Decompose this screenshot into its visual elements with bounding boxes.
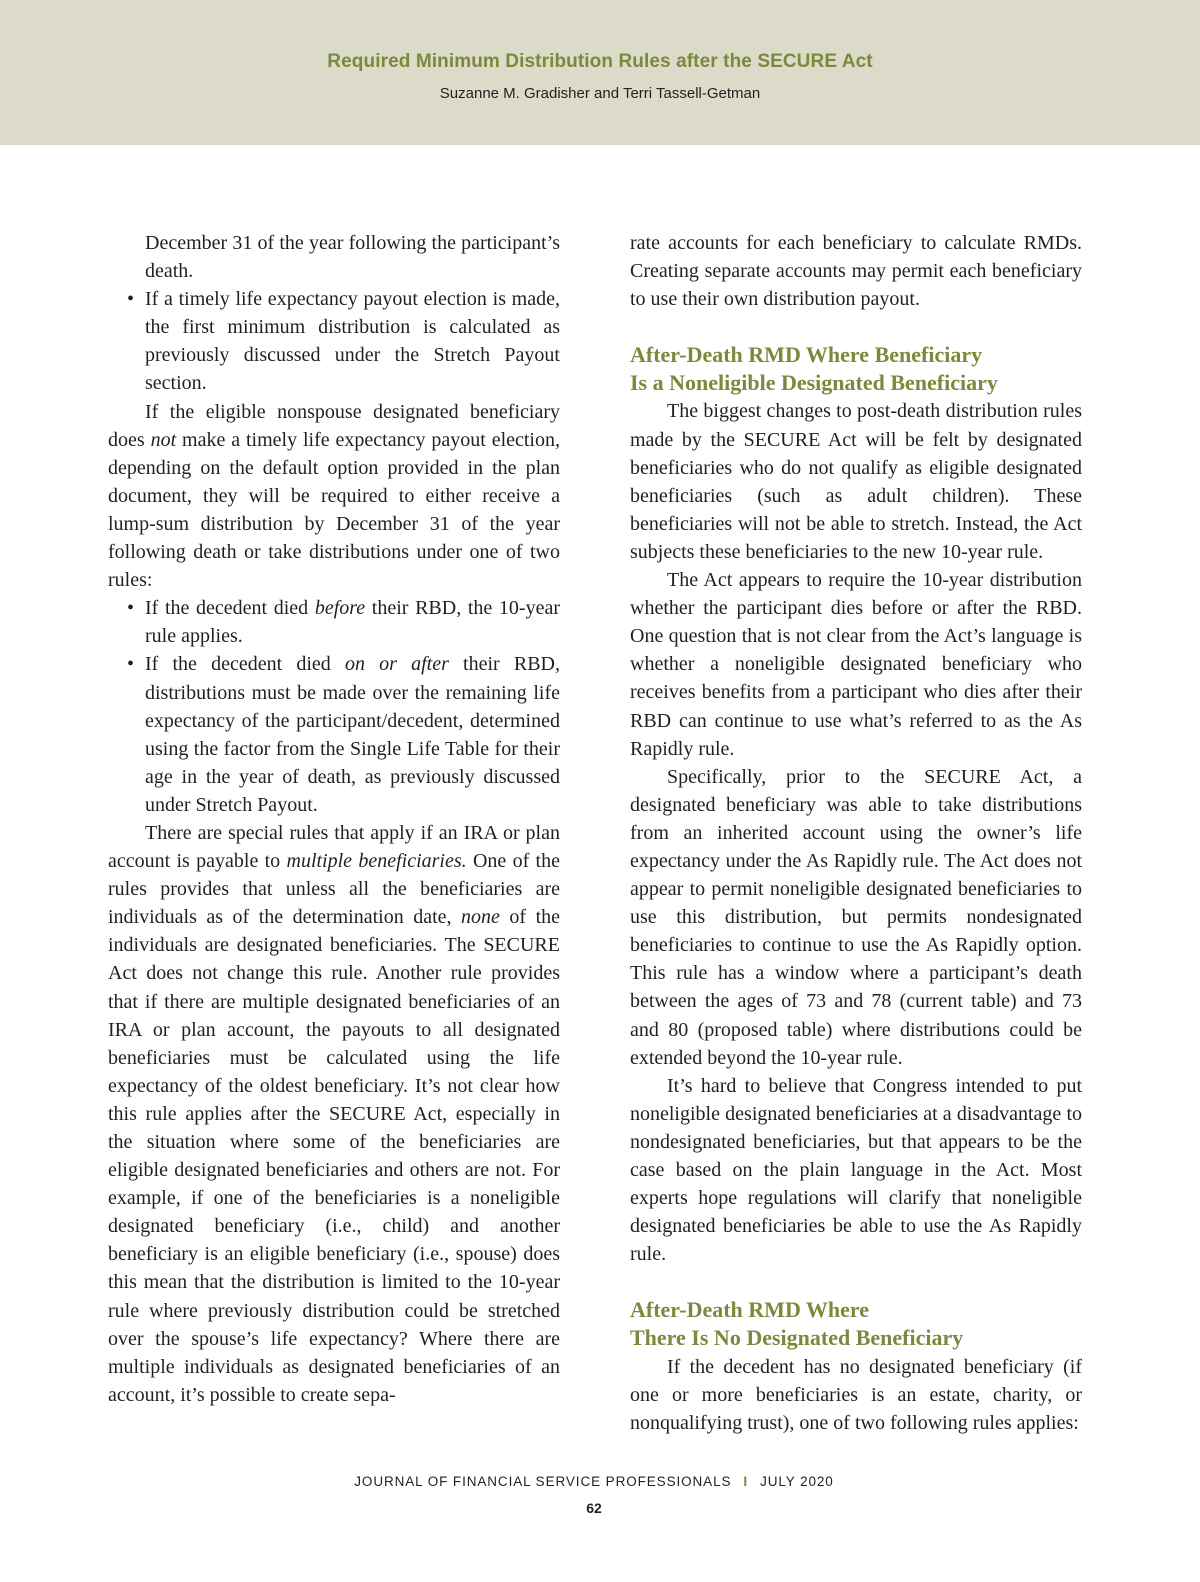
paragraph: It’s hard to believe that Congress intended to put noneligible designated beneficiaries at a disadvantage to nondesignated beneficiaries, but that appears to be the case based on the plain language in the Act. Most experts hope regulations will clarify that noneligible designated beneficiaries be able to use the As Rapidly rule.: [630, 1074, 1082, 1266]
section-heading-no-designated: After-Death RMD Where There Is No Designated Beneficiary: [630, 1297, 964, 1351]
paragraph-continuation: rate accounts for each beneficiary to calculate RMDs. Creating separate accounts may permit each beneficiary to use their own distribution payout.: [630, 232, 1082, 311]
paragraph: The biggest changes to post-death distribution rules made by the SECURE Act will be felt by designated beneficiaries who do not qualify as eligible designated beneficiaries (such as adult children). These beneficiaries will not be able to stretch. Instead, the Act subjects these beneficiaries to the new 10-year rule.: [630, 400, 1082, 563]
bullet-list-rules: [108, 594, 560, 819]
bullet-item: • If a timely life expectancy payout election is made, the first minimum distribution is calculated as previously discussed under the Stretch Payout section.: [108, 285, 560, 397]
section-heading-noneligible: After-Death RMD Where Beneficiary Is a Noneligible Designated Beneficiary: [630, 342, 998, 396]
bullet-list-election: [108, 285, 560, 397]
journal-name: JOURNAL OF FINANCIAL SERVICE PROFESSIONALS: [354, 1474, 732, 1489]
footer-journal: [0, 1474, 1188, 1489]
paragraph: If the decedent has no designated beneficiary (if one or more beneficiaries is an estate, charity, or nonqualifying trust), one of two following rules applies:: [630, 1355, 1082, 1434]
paragraph: Specifically, prior to the SECURE Act, a designated beneficiary was able to take distributions from an inherited account using the owner’s life expectancy under the As Rapidly rule. The Act does not appear to permit noneligible designated beneficiaries to use this distribution, but permits nondesignated beneficiaries to continue to use the As Rapidly option. This rule has a window where a participant’s death between the ages of 73 and 78 (current table) and 73 and 80 (proposed table) where distributions could be extended beyond the 10-year rule.: [630, 765, 1082, 1069]
header-band: [0, 0, 1200, 145]
page-number: 62: [586, 1500, 602, 1516]
issue-date: JULY 2020: [760, 1474, 834, 1489]
left-column: [108, 229, 560, 1409]
running-title: Required Minimum Distribution Rules after the SECURE Act: [327, 51, 873, 72]
right-column: [630, 229, 1082, 1437]
paragraph-continuation: December 31 of the year following the participant’s death.: [145, 232, 560, 283]
emphasis-not: not: [150, 428, 177, 451]
bullet-item-after-rbd: • If the decedent died on or after their RBD, distributions must be made over the remaining life expectancy of the participant/decedent, determined using the factor from the Single Life Table for their age in the year of death, as previously discussed under Stretch Payout.: [108, 650, 560, 819]
bullet-item-before-rbd: • If the decedent died before their RBD, the 10-year rule applies.: [108, 594, 560, 650]
paragraph-multiple-beneficiaries: There are special rules that apply if an IRA or plan account is payable to multiple beneficiaries. One of the rules provides that unless all the beneficiaries are individuals as of the determination date, none of the individuals are designated beneficiaries. The SECURE Act does not change this rule. Another rule provides that if there are multiple designated beneficiaries of an IRA or plan account, the payouts to all designated beneficiaries must be calculated using the life expectancy of the oldest beneficiary. It’s not clear how this rule applies after the SECURE Act, especially in the situation where some of the beneficiaries are eligible designated beneficiaries and others are not. For example, if one of the beneficiaries is a noneligible designated beneficiary (i.e., child) and another beneficiary is an eligible beneficiary (i.e., spouse) does this mean that the distribution is limited to the 10-year rule where previously distribution could be stretched over the spouse’s life expectancy? Where there are multiple individuals as designated beneficiaries of an account, it’s possible to create sepa-: [108, 821, 560, 1406]
footer-separator: I: [743, 1474, 749, 1489]
running-authors: Suzanne M. Gradisher and Terri Tassell-Getman: [439, 85, 761, 102]
paragraph: The Act appears to require the 10-year distribution whether the participant dies before or after the RBD. One question that is not clear from the Act’s language is whether a noneligible designated beneficiary who receives benefits from a participant who dies after their RBD can continue to use what’s referred to as the As Rapidly rule.: [630, 569, 1082, 760]
paragraph-default-option: If the eligible nonspouse designated beneficiary does not make a timely life expectancy payout election, depending on the default option provided in the plan document, they will be required to either receive a lump-sum distribution by December 31 of the year following death or take distributions under one of two rules:: [108, 400, 560, 592]
